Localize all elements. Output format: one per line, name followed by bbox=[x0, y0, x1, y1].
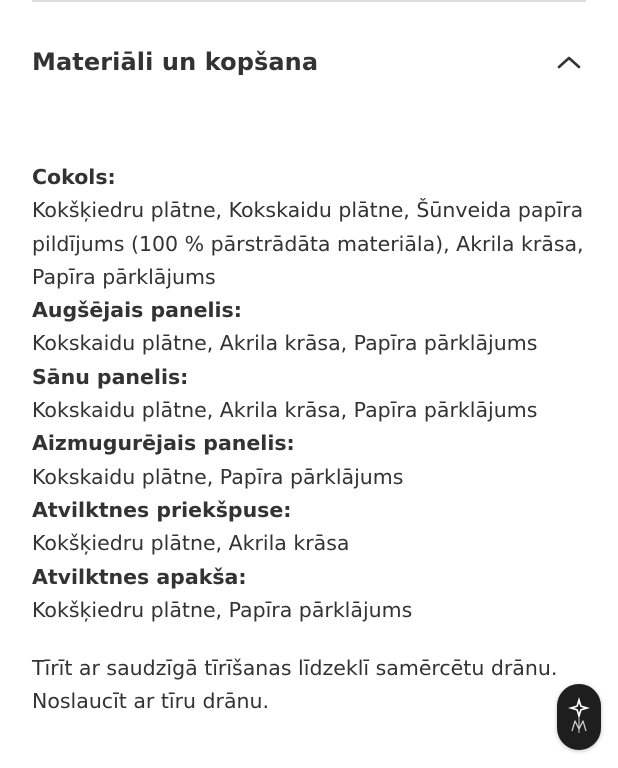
material-label: Atvilktnes apakša: bbox=[32, 564, 247, 589]
chevron-up-icon[interactable] bbox=[556, 49, 582, 75]
material-value: Kokskaidu plātne, Akrila krāsa, Papīra pārklājums bbox=[32, 398, 538, 423]
materials-care-content bbox=[32, 161, 592, 719]
material-label: Atvilktnes priekšpuse: bbox=[32, 497, 292, 522]
accordion-title: Materiāli un kopšana bbox=[32, 48, 319, 76]
material-value: Kokšķiedru plātne, Papīra pārklājums bbox=[32, 597, 413, 622]
care-line: Tīrīt ar saudzīgā tīrīšanas līdzeklī samērcētu drānu. bbox=[32, 656, 558, 681]
material-label: Sānu panelis: bbox=[32, 364, 189, 389]
top-divider bbox=[32, 0, 586, 2]
assistant-button[interactable] bbox=[557, 684, 601, 750]
material-value: Kokskaidu plātne, Papīra pārklājums bbox=[32, 464, 404, 489]
material-label: Augšējais panelis: bbox=[32, 298, 242, 323]
material-label: Cokols: bbox=[32, 165, 116, 189]
materials-care-accordion-toggle[interactable] bbox=[32, 36, 586, 88]
material-value: Kokšķiedru plātne, Akrila krāsa bbox=[32, 531, 350, 556]
care-line: Noslaucīt ar tīru drānu. bbox=[32, 689, 270, 714]
material-label: Aizmugurējais panelis: bbox=[32, 431, 295, 456]
material-value: Kokšķiedru plātne, Kokskaidu plātne, Šūnveida papīra pildījums (100 % pārstrādāta materiāla), Akrila krāsa, Papīra pārklājums bbox=[32, 198, 584, 289]
care-instructions bbox=[32, 652, 592, 719]
material-value: Kokskaidu plātne, Akrila krāsa, Papīra pārklājums bbox=[32, 331, 538, 356]
sparkle-assistant-icon bbox=[564, 693, 594, 741]
